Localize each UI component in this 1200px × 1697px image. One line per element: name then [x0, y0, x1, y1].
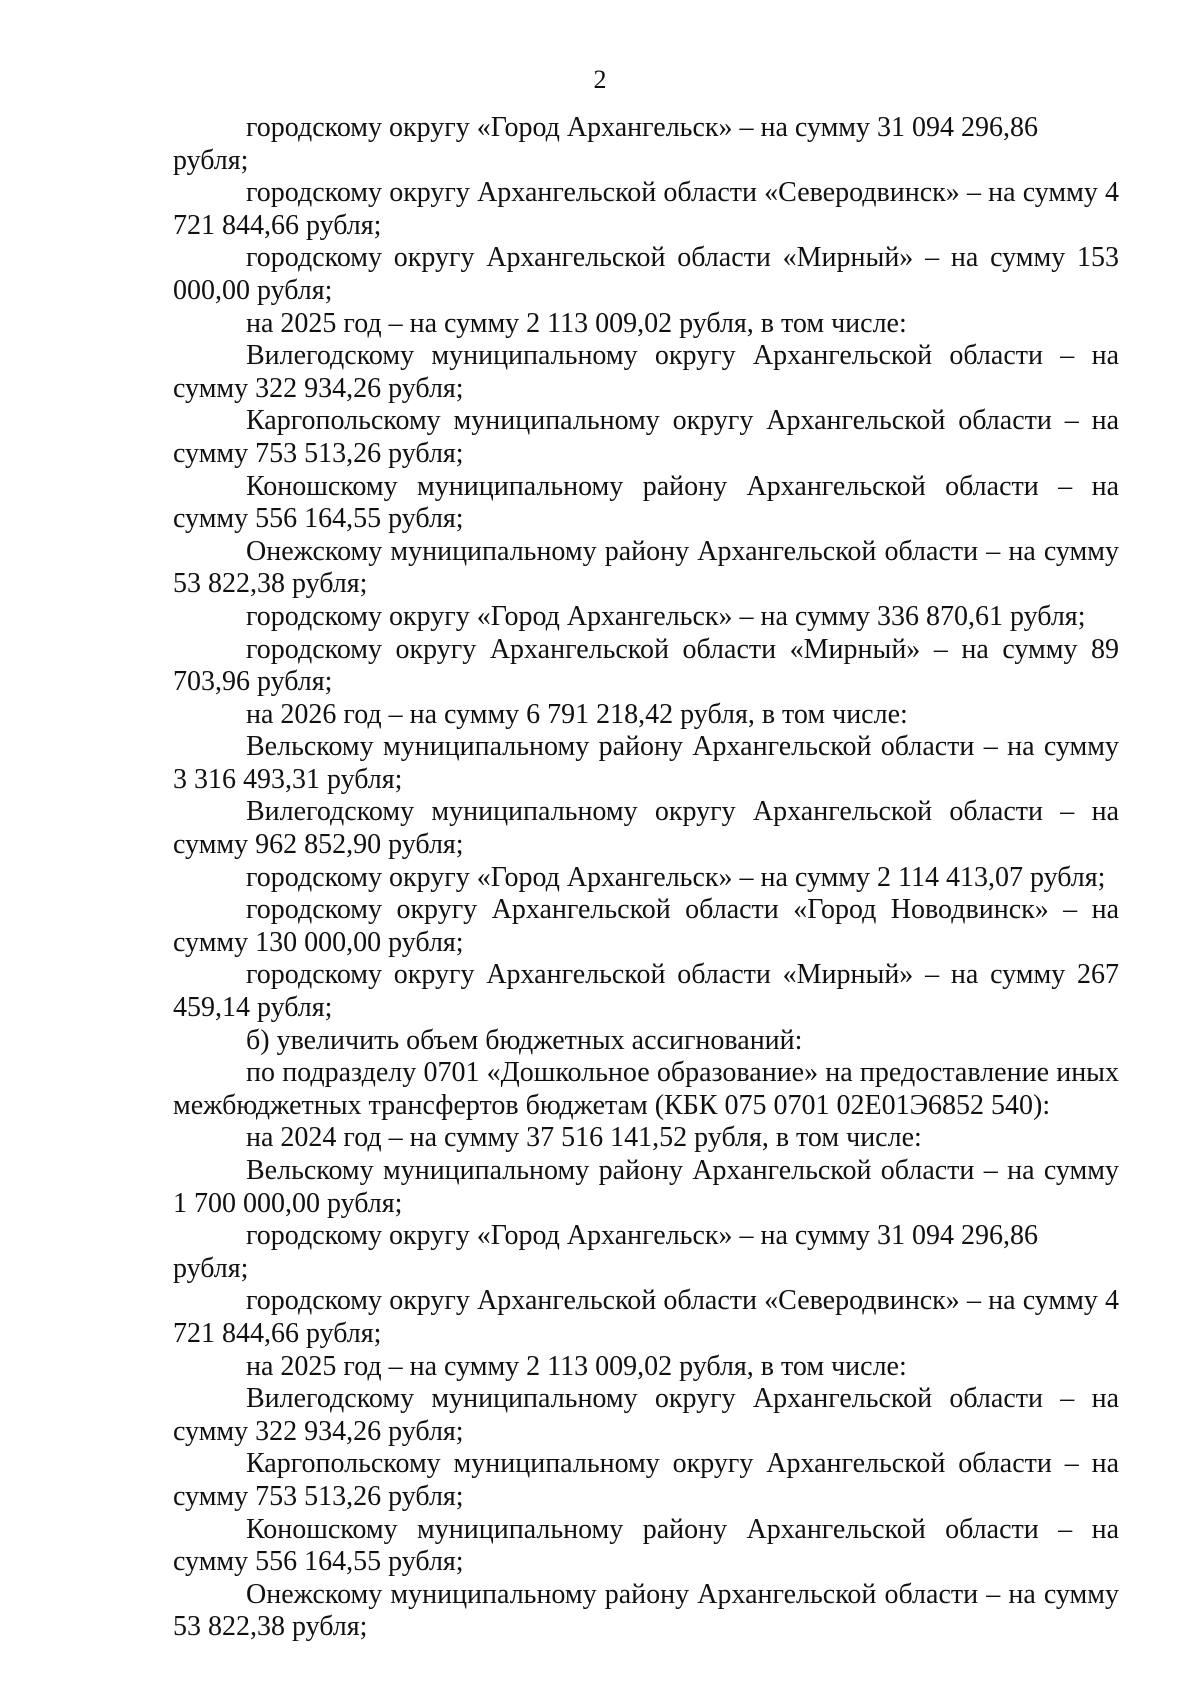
paragraph: Вилегодскому муниципальному округу Архангельской области – на сумму 322 934,26 рубля; — [173, 340, 1119, 404]
paragraph: б) увеличить объем бюджетных ассигнований: — [246, 1024, 803, 1056]
document-body — [173, 112, 1119, 1644]
paragraph: Каргопольскому муниципальному округу Архангельской области – на сумму 753 513,26 рубля; — [173, 405, 1119, 469]
paragraph: на 2026 год – на сумму 6 791 218,42 рубля, в том числе: — [246, 698, 908, 730]
paragraph: Вельскому муниципальному району Архангельской области – на сумму 1 700 000,00 рубля; — [173, 1155, 1119, 1219]
paragraph: на 2025 год – на сумму 2 113 009,02 рубля, в том числе: — [246, 307, 907, 339]
paragraph: городскому округу Архангельской области «Мирный» – на сумму 153 000,00 рубля; — [173, 242, 1119, 306]
paragraph: городскому округу «Город Архангельск» – на сумму 336 870,61 рубля; — [246, 600, 1086, 632]
paragraph: Коношскому муниципальному району Архангельской области – на сумму 556 164,55 рубля; — [173, 1513, 1119, 1578]
paragraph: по подразделу 0701 «Дошкольное образование» на предоставление иных межбюджетных трансфертов бюджетам (КБК 075 0701 02Е01Э6852 540): — [173, 1057, 1119, 1121]
paragraph: Коношскому муниципальному району Архангельской области – на сумму 556 164,55 рубля; — [173, 470, 1119, 535]
paragraph: городскому округу Архангельской области «Северодвинск» – на сумму 4 721 844,66 рубля; — [173, 1285, 1119, 1349]
page-number: 2 — [593, 65, 607, 94]
paragraph: городскому округу «Город Архангельск» – на сумму 31 094 296,86 рубля; — [173, 1220, 1039, 1284]
paragraph: Онежскому муниципальному району Архангельской области – на сумму 53 822,38 рубля; — [173, 535, 1119, 600]
paragraph: Онежскому муниципальному району Архангельской области – на сумму 53 822,38 рубля; — [173, 1578, 1119, 1643]
paragraph: Вельскому муниципальному району Архангельской области – на сумму 3 316 493,31 рубля; — [173, 731, 1119, 795]
paragraph: на 2025 год – на сумму 2 113 009,02 рубля, в том числе: — [246, 1350, 907, 1382]
paragraph: городскому округу Архангельской области «Северодвинск» – на сумму 4 721 844,66 рубля; — [173, 177, 1119, 241]
paragraph: Вилегодскому муниципальному округу Архангельской области – на сумму 962 852,90 рубля; — [173, 796, 1119, 861]
paragraph: городскому округу Архангельской области «Город Новодвинск» – на сумму 130 000,00 рубля; — [173, 894, 1119, 958]
paragraph: Вилегодскому муниципальному округу Архангельской области – на сумму 322 934,26 рубля; — [173, 1383, 1119, 1447]
paragraph: на 2024 год – на сумму 37 516 141,52 рубля, в том числе: — [246, 1122, 922, 1154]
paragraph: городскому округу Архангельской области «Мирный» – на сумму 267 459,14 рубля; — [173, 959, 1119, 1024]
paragraph: городскому округу «Город Архангельск» – на сумму 2 114 413,07 рубля; — [246, 861, 1106, 893]
paragraph: городскому округу «Город Архангельск» – на сумму 31 094 296,86 рубля; — [173, 112, 1039, 176]
paragraph: Каргопольскому муниципальному округу Архангельской области – на сумму 753 513,26 рубля; — [173, 1448, 1119, 1512]
paragraph: городскому округу Архангельской области «Мирный» – на сумму 89 703,96 рубля; — [173, 633, 1119, 698]
